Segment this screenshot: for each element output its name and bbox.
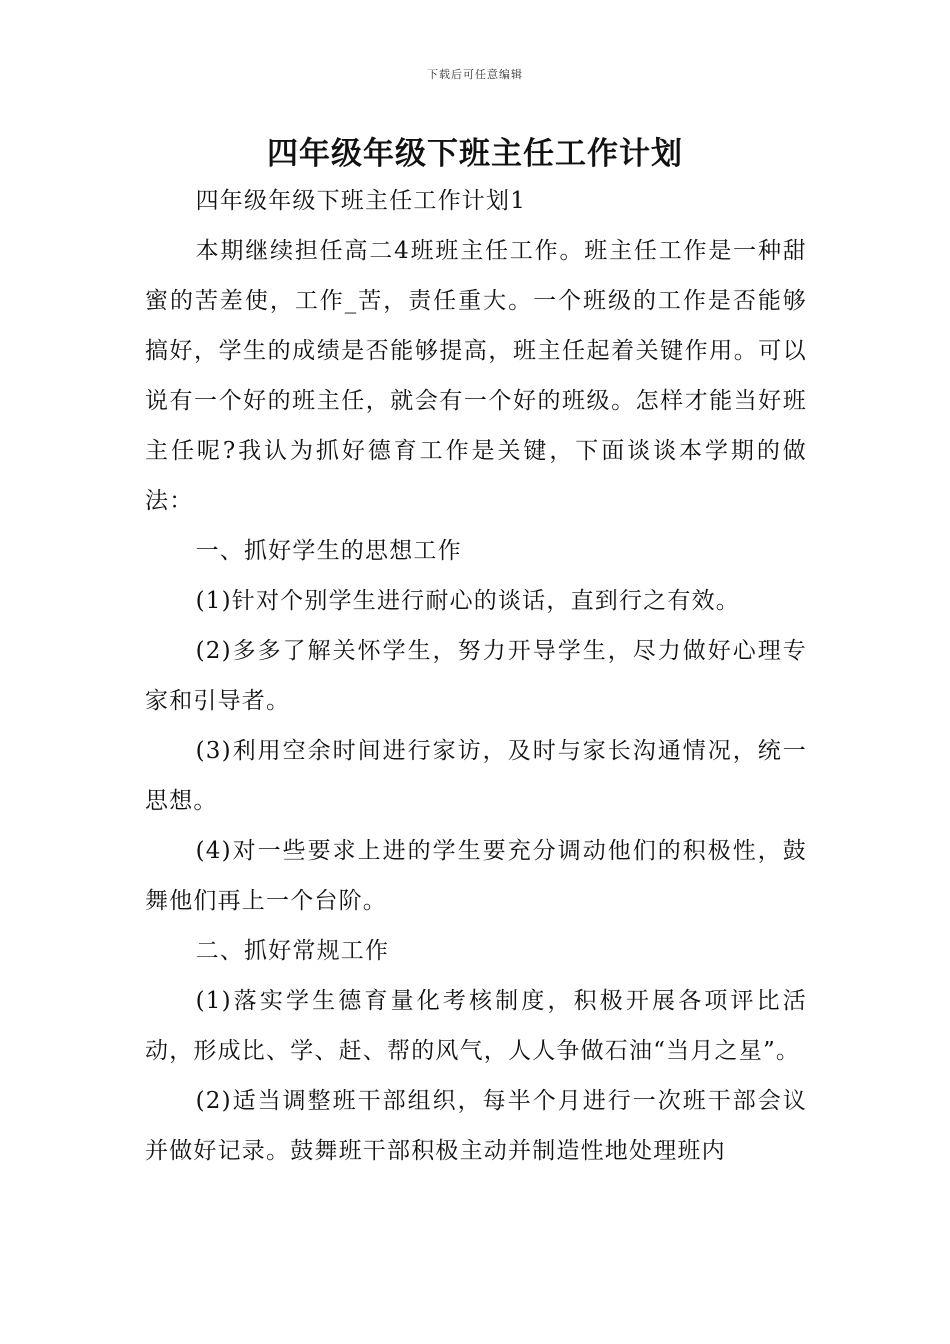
intro-paragraph: 本期继续担任高二4班班主任工作。班主任工作是一种甜蜜的苦差使，工作_苦，责任重大。一个班级的工作是否能够搞好，学生的成绩是否能够提高，班主任起着关键作用。可以说有一个好的班主任，就会有一个好的班级。怎样才能当好班主任呢?我认为抓好德育工作是关键，下面谈谈本学期的做法： xyxy=(145,238,807,514)
header-note: 下载后可任意编辑 xyxy=(427,68,523,81)
list-item: (2)多多了解关怀学生，努力开导学生，尽力做好心理专家和引导者。 xyxy=(145,638,807,714)
section-heading-2: 二、抓好常规工作 xyxy=(195,938,390,964)
subtitle-paragraph: 四年级年级下班主任工作计划1 xyxy=(195,188,527,214)
list-item: (4)对一些要求上进的学生要充分调动他们的积极性，鼓舞他们再上一个台阶。 xyxy=(145,838,807,914)
section-heading-1: 一、抓好学生的思想工作 xyxy=(195,538,462,564)
document-body xyxy=(145,176,807,1176)
page-title: 四年级年级下班主任工作计划 xyxy=(267,136,683,172)
list-item: (3)利用空余时间进行家访，及时与家长沟通情况，统一思想。 xyxy=(145,738,807,814)
list-item: (2)适当调整班干部组织，每半个月进行一次班干部会议并做好记录。鼓舞班干部积极主动并制造性地处理班内 xyxy=(145,1088,807,1164)
list-item: (1)落实学生德育量化考核制度，积极开展各项评比活动，形成比、学、赶、帮的风气，人人争做石油“当月之星”。 xyxy=(145,988,807,1064)
list-item: (1)针对个别学生进行耐心的谈话，直到行之有效。 xyxy=(195,588,740,614)
